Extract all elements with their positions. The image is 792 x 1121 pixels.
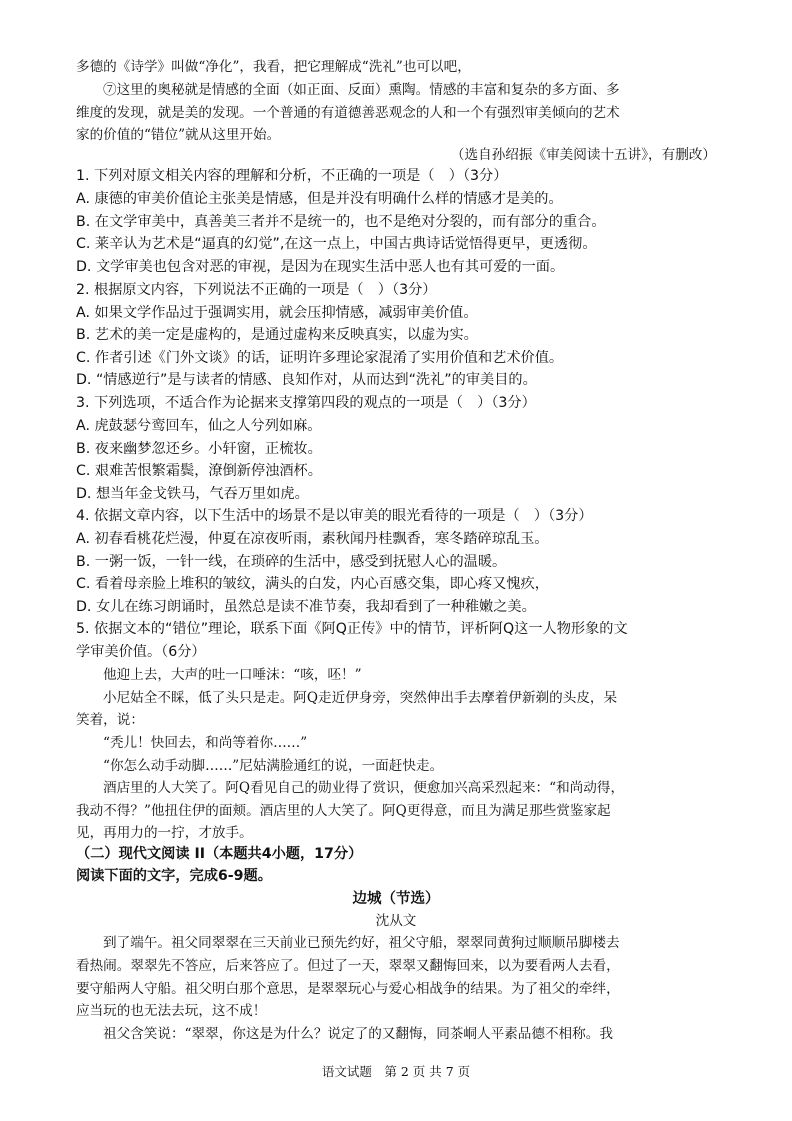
passage-paragraph-7: ⑦这里的奥秘就是情感的全面（如正面、反面）熏陶。情感的丰富和复杂的多方面、多: [103, 82, 620, 98]
excerpt-line: 他迎上去，大声的吐一口唾沫：“咳，呸！”: [103, 667, 362, 683]
passage-title: 边城（节选）: [352, 890, 440, 907]
question-4-option-a: A. 初春看桃花烂漫，仲夏在凉夜听雨，素秋闻丹桂飘香，寒冬踏碎琼乱玉。: [76, 531, 549, 547]
question-2-option-a: A. 如果文学作品过于强调实用，就会压抑情感，减弱审美价值。: [76, 305, 478, 321]
question-4-option-c: C. 看着母亲脸上堆积的皱纹，满头的白发，内心百感交集，即心疼又愧疚，: [76, 576, 549, 592]
question-3-option-d: D. 想当年金戈铁马，气吞万里如虎。: [76, 486, 309, 502]
page-footer: 语文试题 第 2 页 共 7 页: [321, 1064, 471, 1079]
novel-line: 祖父含笑说：“翠翠，你这是为什么？说定了的又翻悔，同茶峒人平素品德不相称。我: [103, 1026, 613, 1042]
question-1-option-d: D. 文学审美也包含对恶的审视，是因为在现实生活中恶人也有其可爱的一面。: [76, 259, 565, 275]
question-5-stem-line-2: 学审美价值。（6分）: [76, 644, 206, 660]
passage-line: 多德的《诗学》叫做“净化”，我看，把它理解成“洗礼”也可以吧，: [76, 59, 471, 75]
question-4-option-b: B. 一粥一饭，一针一线，在琐碎的生活中，感受到抚慰人心的温暖。: [76, 554, 507, 570]
novel-line: 看热闹。翠翠先不答应，后来答应了。但过了一天，翠翠又翻悔回来，以为要看两人去看，: [76, 958, 620, 974]
excerpt-line: 我动不得？”他扭住伊的面颊。酒店里的人大笑了。阿Q更得意，而且为满足那些赏鉴家起: [76, 803, 611, 819]
question-1-option-b: B. 在文学审美中，真善美三者并不是统一的，也不是绝对分裂的，而有部分的重合。: [76, 214, 606, 230]
passage-line: 家的价值的“错位”就从这里开始。: [76, 127, 281, 143]
question-1-stem: 1. 下列对原文相关内容的理解和分析，不正确的一项是（ ）（3分）: [76, 168, 508, 184]
question-4-option-d: D. 女儿在练习朗诵时，虽然总是读不准节奏，我却看到了一种稚嫩之美。: [76, 599, 536, 615]
excerpt-line: 酒店里的人大笑了。阿Q看见自己的勋业得了赏识，便愈加兴高采烈起来：“和尚动得，: [103, 780, 625, 796]
question-2-option-b: B. 艺术的美一定是虚构的，是通过虚构来反映真实，以虚为实。: [76, 327, 478, 343]
question-3-option-c: C. 艰难苦恨繁霜鬓，潦倒新停浊酒杯。: [76, 463, 322, 479]
question-4-stem: 4. 依据文章内容，以下生活中的场景不是以审美的眼光看待的一项是（ ）（3分）: [76, 508, 593, 524]
excerpt-line: 笑着，说：: [76, 712, 144, 728]
excerpt-line: “秃儿！快回去，和尚等着你……”: [103, 735, 308, 751]
question-3-option-a: A. 虎鼓瑟兮鸾回车，仙之人兮列如麻。: [76, 418, 322, 434]
passage-author: 沈从文: [375, 913, 417, 929]
novel-line: 到了端午。祖父同翠翠在三天前业已预先约好，祖父守船，翠翠同黄狗过顺顺吊脚楼去: [103, 935, 620, 951]
question-1-option-a: A. 康德的审美价值论主张美是情感，但是并没有明确什么样的情感才是美的。: [76, 191, 563, 207]
question-3-stem: 3. 下列选项，不适合作为论据来支撑第四段的观点的一项是（ ）（3分）: [76, 395, 536, 411]
question-3-option-b: B. 夜来幽梦忽还乡。小轩窗，正梳妆。: [76, 441, 322, 457]
question-2-stem: 2. 根据原文内容，下列说法不正确的一项是（ ）（3分）: [76, 282, 437, 298]
excerpt-line: 小尼姑全不睬，低了头只是走。阿Q走近伊身旁，突然伸出手去摩着伊新剃的头皮，呆: [103, 690, 618, 706]
question-5-stem-line-1: 5. 依据文本的“错位”理论，联系下面《阿Q正传》中的情节，评析阿Q这一人物形象的文: [76, 621, 628, 637]
passage-line: 维度的发现，就是美的发现。一个普通的有道德善恶观念的人和一个有强烈审美倾向的艺术: [76, 105, 620, 121]
question-2-option-d: D. “情感逆行”是与读者的情感、良知作对，从而达到“洗礼”的审美目的。: [76, 372, 537, 388]
section-heading: （二）现代文阅读 II（本题共4小题，17分）: [76, 846, 363, 862]
novel-line: 应当玩的也无法去玩，这不成！: [76, 1003, 267, 1019]
novel-line: 要守船两人守船。祖父明白那个意思，是翠翠玩心与爱心相战争的结果。为了祖父的牵绊，: [76, 981, 620, 997]
question-2-option-c: C. 作者引述《门外文谈》的话，证明许多理论家混淆了实用价值和艺术价值。: [76, 350, 564, 366]
question-1-option-c: C. 莱辛认为艺术是“逼真的幻觉”,在这一点上，中国古典诗话觉悟得更早，更透彻。: [76, 236, 597, 252]
section-instruction: 阅读下面的文字，完成6-9题。: [76, 868, 272, 884]
passage-source: （选自孙绍振《审美阅读十五讲》，有删改）: [450, 147, 716, 163]
excerpt-line: 见，再用力的一拧，才放手。: [76, 825, 253, 841]
excerpt-line: “你怎么动手动脚……”尼姑满脸通红的说，一面赶快走。: [103, 758, 444, 774]
